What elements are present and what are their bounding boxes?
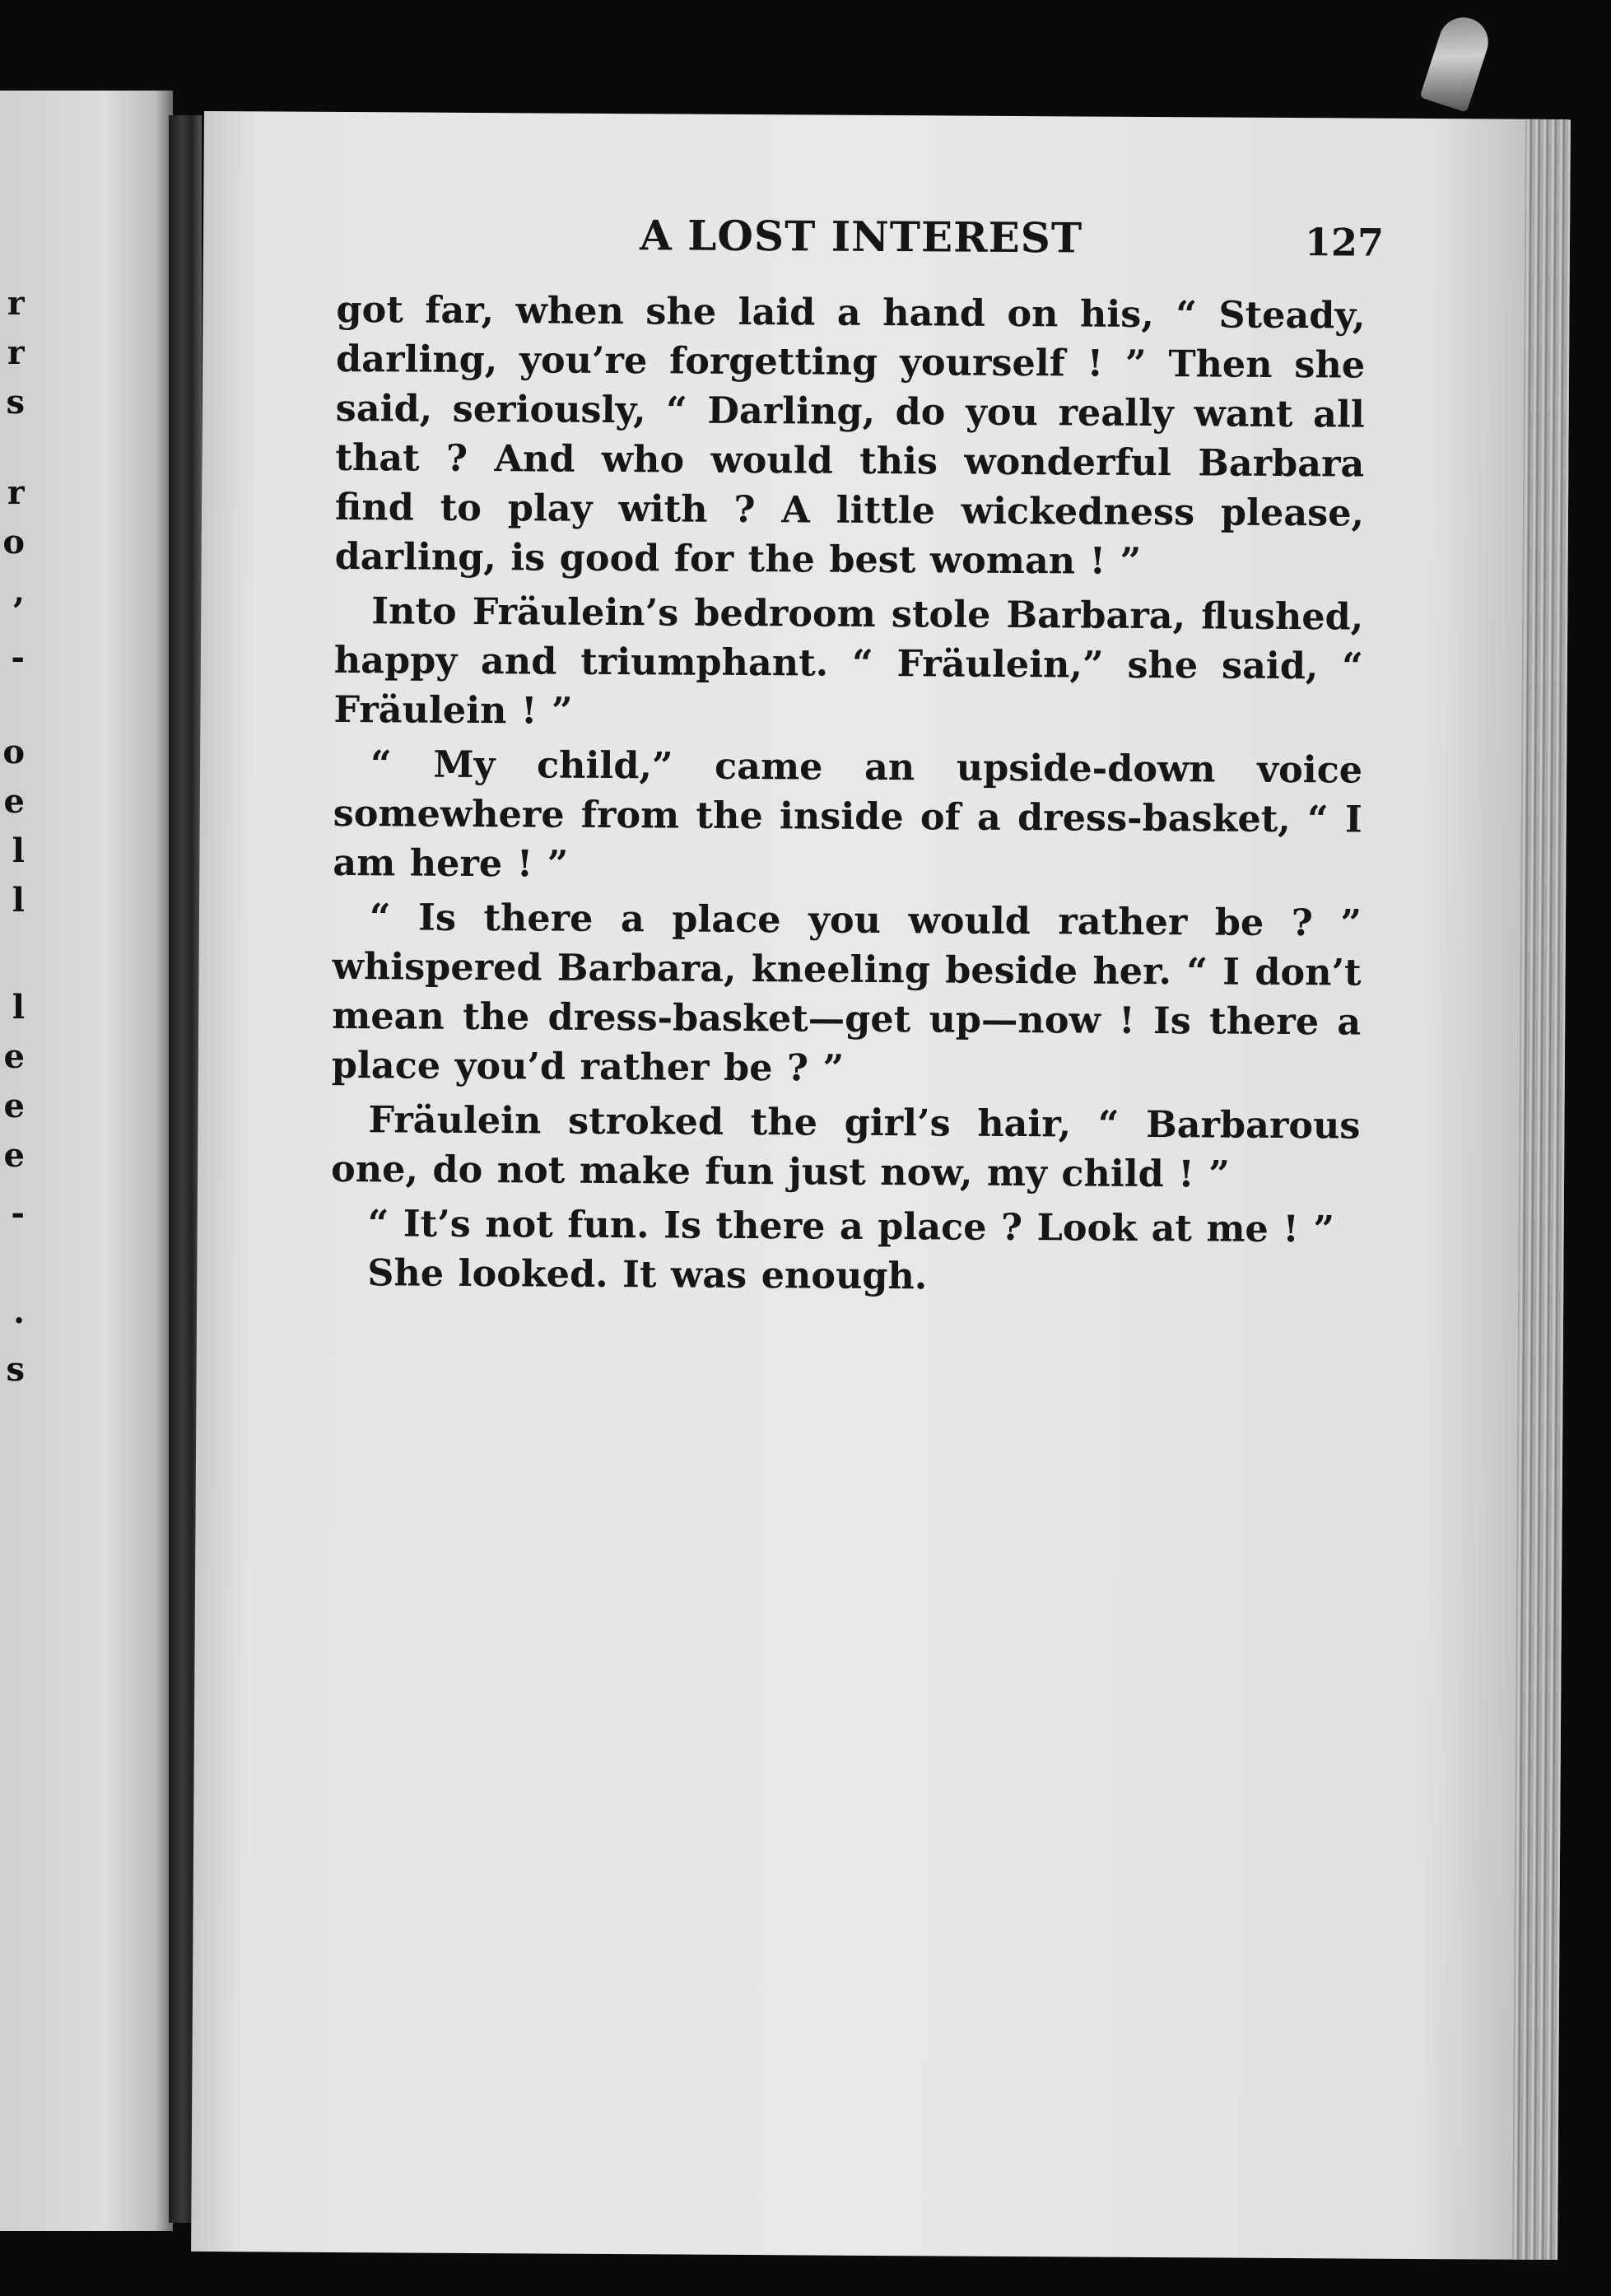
paragraph: Into Fräulein’s bedroom stole Barbara, flushed, happy and triumphant. “ Fräulein,” she said, “ Fräulein ! ” bbox=[333, 589, 1364, 733]
facing-glyph: - bbox=[11, 638, 25, 677]
paragraph: “ It’s not fun. Is there a place ? Look at me ! ” bbox=[367, 1202, 1335, 1251]
facing-glyph: o bbox=[2, 523, 25, 561]
facing-page-glyphs bbox=[0, 91, 25, 2231]
facing-glyph: - bbox=[11, 1194, 25, 1232]
facing-glyph: o bbox=[2, 733, 25, 771]
facing-glyph: s bbox=[6, 1350, 25, 1389]
facing-glyph: r bbox=[7, 473, 25, 512]
paragraph: Fräulein stroked the girl’s hair, “ Barbarous one, do not make fun just now, my child ! ” bbox=[330, 1098, 1361, 1196]
facing-glyph: l bbox=[12, 831, 25, 870]
facing-glyph: r bbox=[7, 284, 25, 323]
facing-glyph: s bbox=[6, 383, 25, 421]
facing-glyph: , bbox=[13, 572, 25, 611]
running-title: A LOST INTEREST bbox=[639, 211, 1083, 263]
facing-glyph: e bbox=[3, 782, 25, 821]
book-page bbox=[191, 111, 1571, 2260]
facing-page-edge bbox=[0, 91, 173, 2231]
running-head bbox=[203, 208, 1570, 265]
paragraph: “ Is there a place you would rather be ? ” whispered Barbara, kneeling beside her. “ I don’t mean the dress-basket—get up—now ! Is there a place you’d rather be ? ” bbox=[331, 896, 1362, 1090]
facing-glyph: e bbox=[3, 1087, 25, 1125]
body-text bbox=[330, 285, 1365, 1304]
facing-glyph: . bbox=[13, 1292, 25, 1331]
paragraph: “ My child,” came an upside-down voice somewhere from the inside of a dress-basket, “ I am here ! ” bbox=[333, 743, 1363, 886]
facing-glyph: l bbox=[12, 881, 25, 920]
facing-glyph: r bbox=[7, 333, 25, 372]
page-stack-edge bbox=[1512, 119, 1571, 2260]
facing-glyph: l bbox=[12, 988, 25, 1027]
facing-glyph: e bbox=[3, 1136, 25, 1175]
paragraph: She looked. It was enough. bbox=[367, 1251, 928, 1298]
paragraph: got far, when she laid a hand on his, “ Steady, darling, you’re forgetting yourself ! ” Then she said, seriously, “ Darling, do you really want all that ? And who would this wonderful Barbara find to play with ? A little wickedness please, darling, is good for the best woman ! ” bbox=[334, 287, 1366, 583]
page-number: 127 bbox=[1304, 220, 1385, 265]
facing-glyph: e bbox=[3, 1037, 25, 1076]
